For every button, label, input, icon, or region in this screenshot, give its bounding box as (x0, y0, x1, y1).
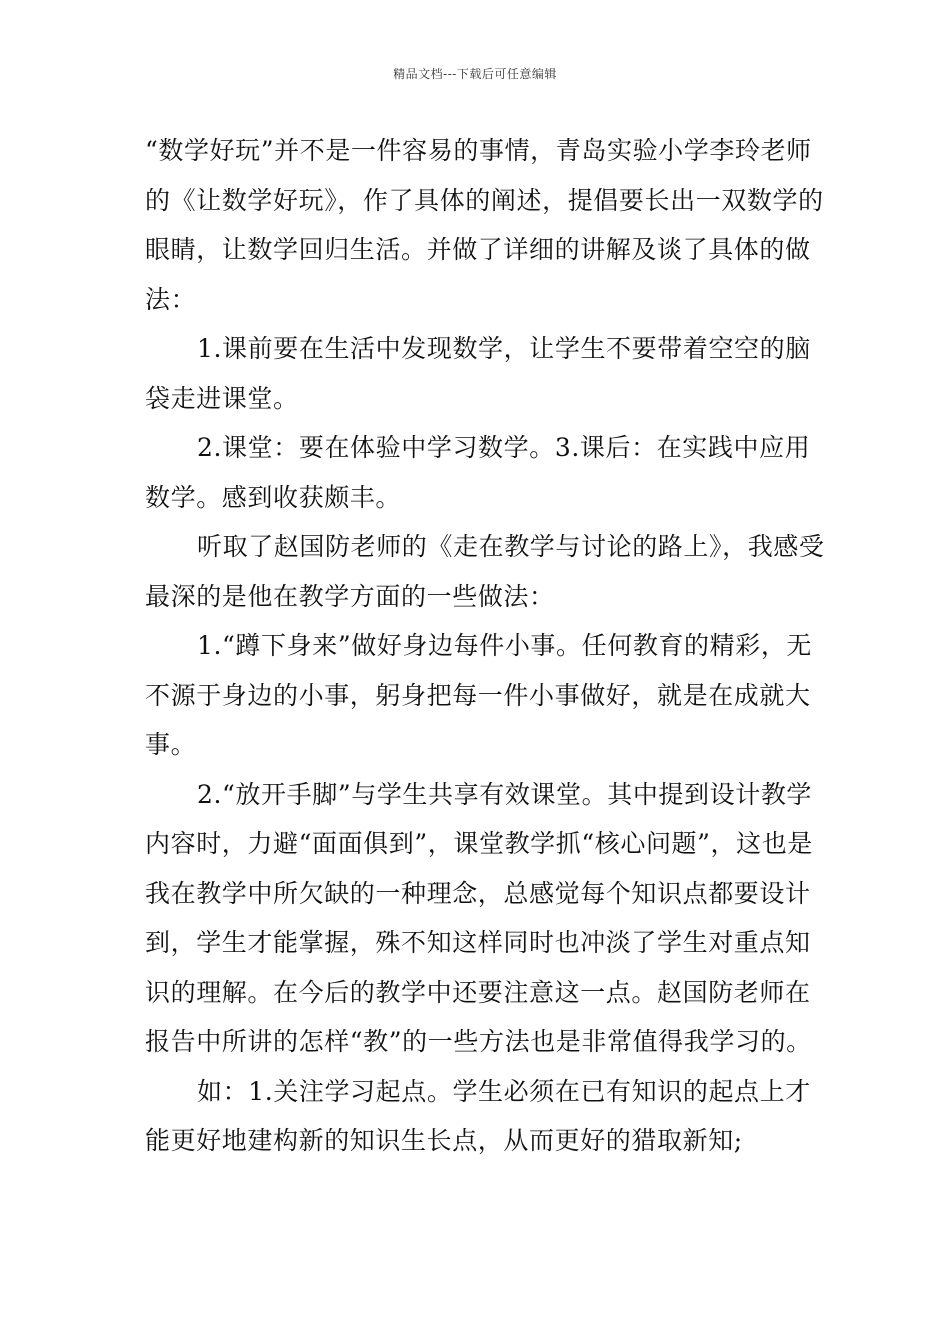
paragraph-5: 1.“蹲下身来”做好身边每件小事。任何教育的精彩，无不源于身边的小事，躬身把每一件小事做好，就是在成就大事。 (145, 631, 813, 759)
paragraph-1: “数学好玩”并不是一件容易的事情，青岛实验小学李玲老师的《让数学好玩》，作了具体的阐述，提倡要长出一双数学的眼睛，让数学回归生活。并做了详细的讲解及谈了具体的做法： (145, 136, 824, 314)
paragraph-2: 1.课前要在生活中发现数学，让学生不要带着空空的脑袋走进课堂。 (145, 334, 811, 413)
page-header: 精品文档---下载后可任意编辑 (393, 67, 557, 81)
paragraph-4: 听取了赵国防老师的《走在教学与讨论的路上》，我感受最深的是他在教学方面的一些做法： (145, 532, 825, 611)
document-body (145, 126, 825, 1166)
paragraph-3: 2.课堂：要在体验中学习数学。3.课后：在实践中应用数学。感到收获颇丰。 (145, 433, 811, 512)
paragraph-6: 2.“放开手脚”与学生共享有效课堂。其中提到设计教学内容时，力避“面面俱到”，课堂教学抓“核心问题”，这也是我在教学中所欠缺的一种理念，总感觉每个知识点都要设计到，学生才能掌握，殊不知这样同时也冲淡了学生对重点知识的理解。在今后的教学中还要注意这一点。赵国防老师在报告中所讲的怎样“教”的一些方法也是非常值得我学习的。 (145, 779, 813, 1056)
paragraph-7: 如：1.关注学习起点。学生必须在已有知识的起点上才能更好地建构新的知识生长点，从而更好的猎取新知; (145, 1076, 811, 1155)
